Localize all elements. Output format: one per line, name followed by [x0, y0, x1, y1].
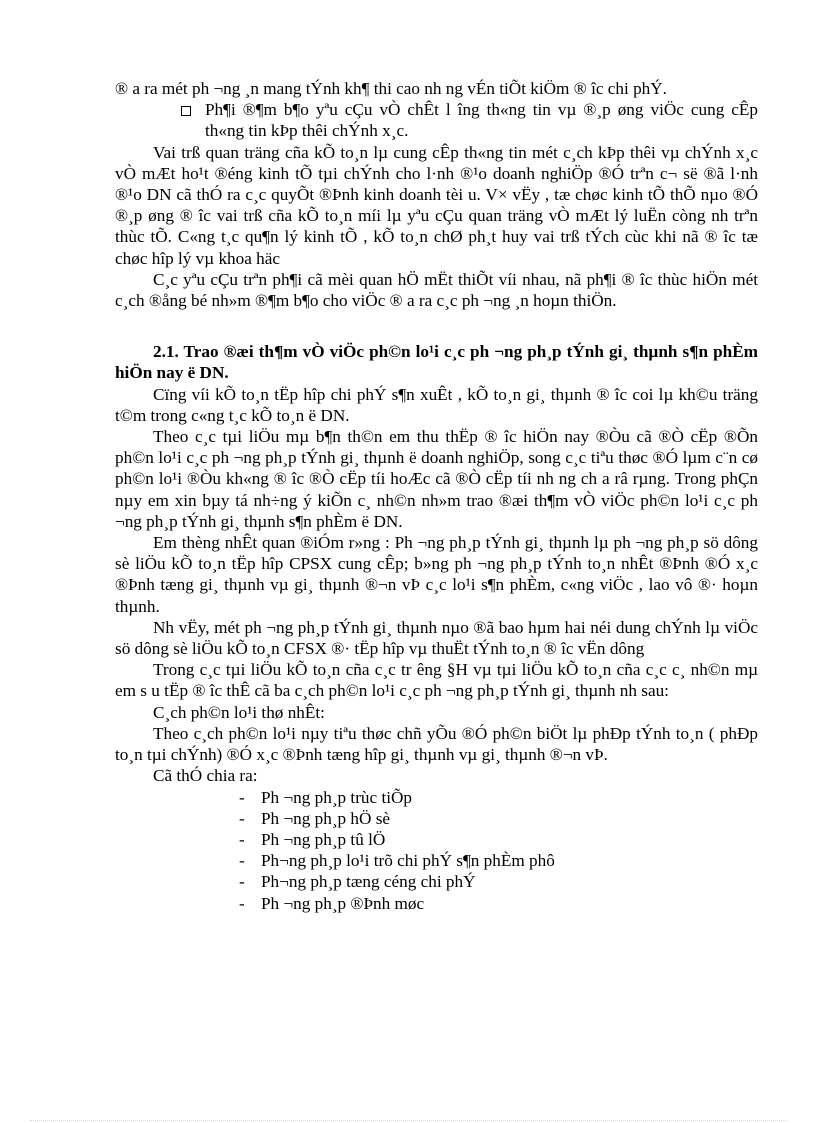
- list-item: [115, 850, 758, 871]
- list-item: [115, 829, 758, 850]
- bullet-text: Ph¶i ®¶m b¶o yªu cÇu vÒ chÊt l îng th«ng tin vµ ®¸p øng viÖc cung cÊp th«ng tin kÞp thêi chÝnh x¸c.: [205, 100, 758, 141]
- paragraph: C¸ch ph©n lo¹i thø nhÊt:: [153, 702, 325, 722]
- methods-list: [115, 787, 758, 914]
- list-item-text: Ph ¬ng ph¸p tû lÖ: [261, 829, 386, 849]
- square-bullet-icon: [181, 106, 191, 116]
- dash-marker: -: [239, 851, 245, 871]
- paragraph: Nh vËy, mét ph ¬ng ph¸p tÝnh gi¸ thµnh nµo ®ã bao hµm hai néi dung chÝnh lµ viÖc sö dông sè liÖu kÕ to¸n CFSX ®· tËp hîp vµ thuËt tÝnh to¸n ® îc vËn dông: [115, 617, 758, 659]
- dash-marker: -: [239, 872, 245, 892]
- list-item-text: Ph ¬ng ph¸p trùc tiÕp: [261, 787, 413, 807]
- list-item: [115, 787, 758, 808]
- list-item-text: Ph ¬ng ph¸p ®Þnh møc: [261, 893, 425, 913]
- dash-marker: -: [239, 808, 245, 828]
- dash-marker: -: [239, 787, 245, 807]
- paragraph: Vai trß quan träng cña kÕ to¸n lµ cung cÊp th«ng tin mét c¸ch kÞp thêi vµ chÝnh x¸c vÒ mÆt ho¹t ®éng kinh tÕ tµi chÝnh cho l·nh ®¹o doanh nghiÖp ®Ó trªn c¬ së ®ã l·nh ®¹o DN cã thÓ ra c¸c quyÕt ®Þnh kinh doanh tèi u. V× vËy , tæ chøc kinh tÕ thÕ nµo ®Ó ®¸p øng ® îc vai trß cña kÕ to¸n míi lµ yªu cÇu quan träng vÒ mÆt lý luËn còng nh trªn thùc tÕ. C«ng t¸c qu¶n lý kinh tÕ , kÕ to¸n chØ ph¸t huy vai trß tÝch cùc khi nã ® îc tæ chøc hîp lý vµ khoa häc: [115, 142, 758, 268]
- paragraph: Trong c¸c tµi liÖu kÕ to¸n cña c¸c tr êng §H vµ tµi liÖu kÕ to¸n cña c¸c c¸ nh©n mµ em s u tËp ® îc thÊ cã ba c¸ch ph©n lo¹i c¸c ph ¬ng ph¸p tÝnh gi¸ thµnh nh sau:: [115, 660, 758, 701]
- section-heading: 2.1. Trao ®æi th¶m vÒ viÖc ph©n lo¹i c¸c ph ¬ng ph¸p tÝnh gi¸ thµnh s¶n phÈm hiÖn nay ë DN.: [115, 342, 758, 383]
- document-body: [115, 78, 758, 914]
- list-item-text: Ph¬ng ph¸p tæng céng chi phÝ: [261, 872, 476, 892]
- dash-marker: -: [239, 829, 245, 849]
- paragraph: Cã thÓ chia ra:: [153, 766, 258, 786]
- paragraph: Em thèng nhÊt quan ®iÓm r»ng : Ph ¬ng ph¸p tÝnh gi¸ thµnh lµ ph ¬ng ph¸p sö dông sè liÖu kÕ to¸n tËp hîp CPSX cung cÊp; b»ng ph ¬ng ph¸p tÝnh to¸n nhÊt ®Þnh ®Ó x¸c ®Þnh tæng gi¸ thµnh vµ gi¸ thµnh ®¬n vÞ c¸c lo¹i s¶n phÈm, c«ng viÖc , lao vô ®· hoµn thµnh.: [115, 533, 758, 616]
- list-item-text: Ph¬ng ph¸p lo¹i trõ chi phÝ s¶n phÈm phô: [261, 851, 555, 871]
- list-item: [115, 871, 758, 892]
- bullet-item: [115, 99, 758, 141]
- paragraph: Cïng víi kÕ to¸n tËp hîp chi phÝ s¶n xuÊt , kÕ to¸n gi¸ thµnh ® îc coi lµ kh©u träng t©m trong c«ng t¸c kÕ to¸n ë DN.: [115, 384, 758, 425]
- paragraph: Theo c¸ch ph©n lo¹i nµy tiªu thøc chñ yÕu ®Ó ph©n biÖt lµ phÐp tÝnh to¸n ( phÐp to¸n tµi chÝnh) ®Ó x¸c ®Þnh tæng hîp gi¸ thµnh vµ gi¸ thµnh ®¬n vÞ.: [115, 723, 758, 765]
- list-item-text: Ph ¬ng ph¸p hÖ sè: [261, 808, 391, 828]
- footer-divider: [30, 1120, 786, 1121]
- list-item: [115, 893, 758, 914]
- dash-marker: -: [239, 893, 245, 913]
- list-item: [115, 808, 758, 829]
- paragraph: Theo c¸c tµi liÖu mµ b¶n th©n em thu thËp ® îc hiÖn nay ®Òu cã ®Ò cËp ®Õn ph©n lo¹i c¸c ph ¬ng ph¸p tÝnh gi¸ thµnh ë doanh nghiÖp, song c¸c tiªu thøc ®Ó lµm c¨n cø ph©n lo¹i ®Òu kh«ng ® îc ®Ò cËp tíi hoÆc cã ®Ò cËp tíi nh ng ch a râ rµng. Trong phÇn nµy em xin bµy tá nh÷ng ý kiÕn c¸ nh©n nh»m trao ®æi th¶m vÒ viÖc ph©n lo¹i c¸c ph ¬ng ph¸p tÝnh gi¸ thµnh s¶n phÈm ë DN.: [115, 427, 758, 531]
- paragraph: ® a ra mét ph ¬ng ¸n mang tÝnh kh¶ thi cao nh ng vÉn tiÕt kiÖm ® îc chi phÝ.: [115, 79, 667, 98]
- paragraph: C¸c yªu cÇu trªn ph¶i cã mèi quan hÖ mËt thiÕt víi nhau, nã ph¶i ® îc thùc hiÖn mét c¸ch ®ång bé nh»m ®¶m b¶o cho viÖc ® a ra c¸c ph ¬ng ¸n hoµn thiÖn.: [115, 269, 758, 311]
